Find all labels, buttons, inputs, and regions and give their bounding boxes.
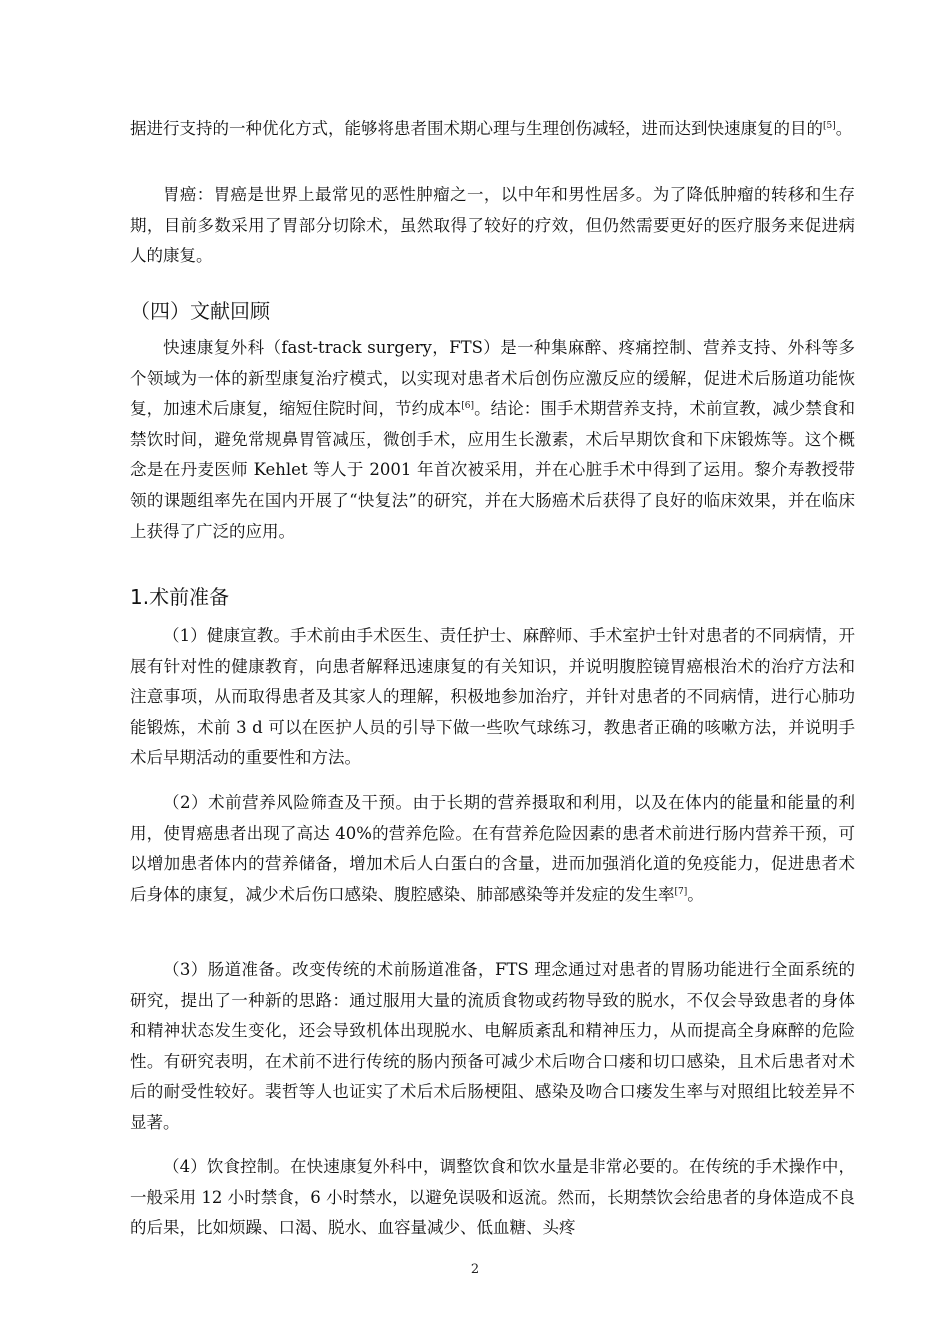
citation-ref[interactable]: [5]: [823, 121, 836, 131]
paragraph-gastric-cancer: [130, 180, 855, 272]
paragraph-continuation: [130, 114, 855, 145]
heading-preop-preparation: 1.术前准备: [130, 585, 230, 609]
page-number: 2: [470, 1262, 480, 1277]
paragraph-fts-intro: [130, 333, 855, 547]
paragraph-text: （4）饮食控制。在快速康复外科中，调整饮食和饮水量是非常必要的。在传统的手术操作中，一般采用 12 小时禁食，6 小时禁水，以避免误吸和返流。然而，长期禁饮会给患者的身体造成不良的后果，比如烦躁、口渴、脱水、血容量减少、低血糖、头疼: [130, 1157, 855, 1238]
paragraph-text: （3）肠道准备。改变传统的术前肠道准备，FTS 理念通过对患者的胃肠功能进行全面系统的研究，提出了一种新的思路：通过服用大量的流质食物或药物导致的脱水，不仅会导致患者的身体和精神状态发生变化，还会导致机体出现脱水、电解质紊乱和精神压力，从而提高全身麻醉的危险性。有研究表明，在术前不进行传统的肠内预备可减少术后吻合口瘘和切口感染，且术后患者对术后的耐受性较好。裴哲等人也证实了术后术后肠梗阻、感染及吻合口瘘发生率与对照组比较差异不显著。: [130, 960, 855, 1132]
paragraph-text: 胃癌：胃癌是世界上最常见的恶性肿瘤之一，以中年和男性居多。为了降低肿瘤的转移和生存期，目前多数采用了胃部分切除术，虽然取得了较好的疗效，但仍然需要更好的医疗服务来促进病人的康复。: [130, 185, 855, 266]
paragraph-tail: 。: [835, 119, 853, 138]
citation-ref[interactable]: [6]: [461, 401, 475, 412]
paragraph-text: 快速康复外科（fast-track surgery，FTS）是一种集麻醉、疼痛控制、营养支持、外科等多个领域为一体的新型康复治疗模式，以实现对患者术后创伤应激反应的缓解，促进术后肠道功能恢复，加速术后康复，缩短住院时间，节约成本: [130, 338, 855, 419]
paragraph-text: （1）健康宣教。手术前由手术医生、责任护士、麻醉师、手术室护士针对患者的不同病情，开展有针对性的健康教育，向患者解释迅速康复的有关知识，并说明腹腔镜胃癌根治术的治疗方法和注意事项，从而取得患者及其家人的理解，积极地参加治疗，并针对患者的不同病情，进行心肺功能锻炼，术前 3 d 可以在医护人员的引导下做一些吹气球练习，教患者正确的咳嗽方法，并说明手术后早期活动的重要性和方法。: [130, 626, 855, 768]
paragraph-health-education: [130, 621, 855, 774]
paragraph-tail: 。结论：围手术期营养支持，术前宣教，减少禁食和禁饮时间，避免常规鼻胃管减压，微创手术，应用生长激素，术后早期饮食和下床锻炼等。这个概念是在丹麦医师 Kehlet 等人于 2001 年首次被采用，并在心脏手术中得到了运用。黎介寿教授带领的课题组率先在国内开展了“快复法”的研究，并在大肠癌术后获得了良好的临床效果，并在临床上获得了广泛的应用。: [130, 399, 856, 541]
paragraph-bowel-preparation: [130, 955, 855, 1139]
heading-literature-review: （四）文献回顾: [130, 299, 270, 323]
citation-ref[interactable]: [7]: [674, 886, 688, 897]
paragraph-text: （2）术前营养风险筛查及干预。由于长期的营养摄取和利用，以及在体内的能量和能量的利用，使胃癌患者出现了高达 40%的营养危险。在有营养危险因素的患者术前进行肠内营养干预，可以增加患者体内的营养储备，增加术后人白蛋白的含量，进而加强消化道的免疫能力，促进患者术后身体的康复，减少术后伤口感染、腹腔感染、肺部感染等并发症的发生率: [130, 793, 855, 904]
paragraph-diet-control: [130, 1152, 855, 1244]
paragraph-nutrition-screening: [130, 788, 855, 910]
paragraph-text: 据进行支持的一种优化方式，能够将患者围术期心理与生理创伤减轻，进而达到快速康复的目的: [130, 119, 823, 138]
paragraph-tail: 。: [687, 884, 704, 904]
